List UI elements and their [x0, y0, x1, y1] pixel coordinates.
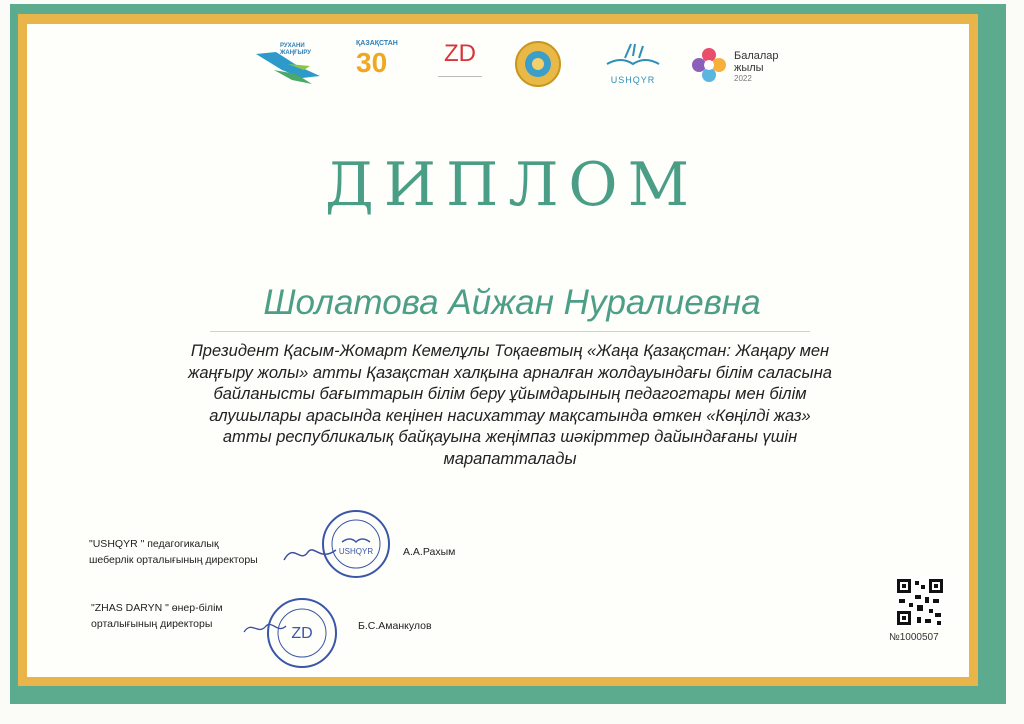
recipient-name: Шолатова Айжан Нуралиевна — [263, 283, 761, 322]
book-icon — [603, 42, 663, 70]
zd-subtitle-line — [438, 70, 482, 77]
stamp-text: USHQYR — [338, 547, 374, 556]
name-underline — [210, 331, 810, 332]
state-emblem-icon — [514, 40, 562, 88]
balalar-zhyly-logo: Балалар жылы 2022 — [690, 46, 790, 86]
award-text-line: марапатталады — [443, 449, 577, 468]
award-text — [150, 341, 870, 470]
award-text-line: байланысты бағыттарын білім беру ұйымдарының педагогтары мен білім — [213, 385, 807, 403]
award-text-line: Президент Қасым-Жомарт Кемелұлы Тоқаевтың «Жаңа Қазақстан: Жаңару мен — [190, 342, 830, 360]
ushqyr-logo: USHQYR — [590, 42, 676, 90]
award-text-line: жаңғыру жолы» атты Қазақстан халқына арналған жолдауындағы білім саласына — [188, 363, 832, 382]
zhas-daryn-logo: ZD — [432, 40, 488, 90]
signatory-1-title: "USHQYR " педагогикалық шеберлік орталығының директоры — [89, 538, 258, 566]
zhas-daryn-stamp — [265, 596, 339, 670]
qr-code-icon — [895, 577, 945, 627]
signatory-1-name: А.А.Рахым — [403, 546, 456, 558]
stamp-text: ZD — [291, 625, 313, 642]
signatory-2-name: Б.С.Аманкулов — [358, 620, 432, 632]
ushqyr-stamp — [320, 508, 392, 580]
signatory-2-title: "ZHAS DARYN " өнер-білім орталығының директоры — [91, 602, 223, 630]
document-number: №1000507 — [889, 632, 939, 643]
rukhani-text: РУХАНИ ЖАҢҒЫРУ — [280, 43, 312, 56]
kazakhstan-30-logo: ҚАЗАҚСТАН 30 — [356, 40, 398, 78]
rukhani-zhangyru-logo — [252, 40, 324, 88]
flower-icon — [690, 46, 728, 84]
diploma-title: ДИПЛОМ — [324, 150, 700, 220]
award-text-line: атты республикалық байқауына жеңімпаз шәкірттер дайындағаны үшін — [222, 428, 798, 446]
award-text-line: алушылары арасында кеңінен насихаттау мақсатында өткен «Көңілді жаз» — [209, 406, 811, 425]
